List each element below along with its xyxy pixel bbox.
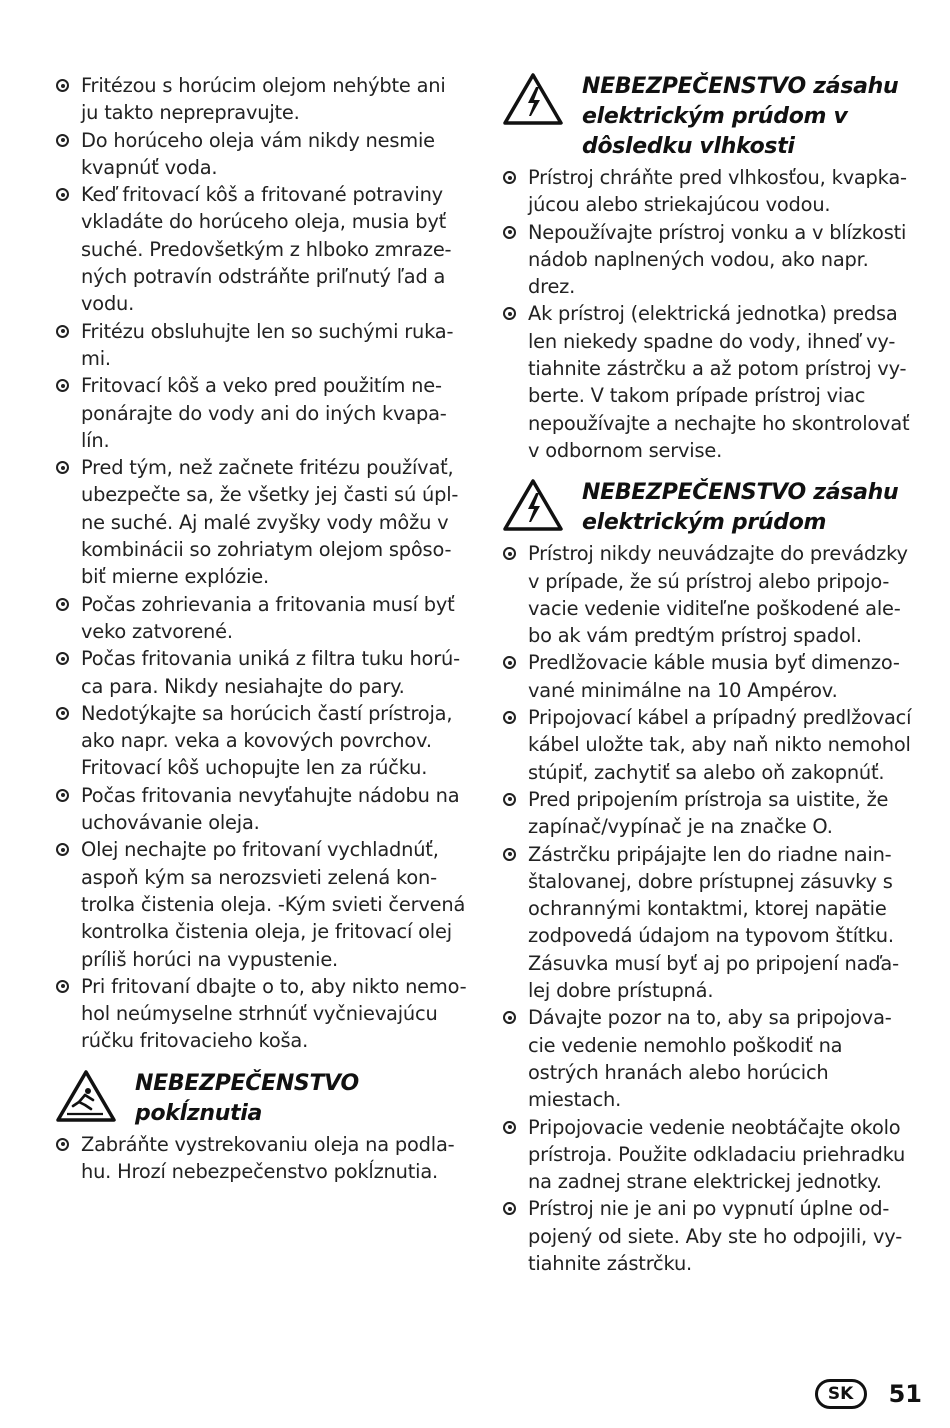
warning-slip-title: NEBEZPEČENSTVO pokĺznutia: [135, 1070, 359, 1126]
bullet-icon: [55, 645, 81, 672]
list-item-text: Zabráňte vystrekovaniu oleja na podla- hu. Hrozí nebezpečenstvo pokĺznutia.: [81, 1132, 455, 1183]
electric-hazard-icon: [502, 72, 582, 130]
bullet-icon: [55, 127, 81, 154]
list-item-text: Pred tým, než začnete fritézu používať, ubezpečte sa, že všetky jej časti sú úpl- ne suché. Aj malé zvyšky vody môžu v kombinácii so zohriatym olejom spôso- biť mierne explózie.: [81, 456, 459, 589]
list-item: [502, 540, 922, 649]
left-column: [55, 72, 480, 1185]
electric-hazard-icon: [502, 478, 582, 536]
bullet-icon: [55, 973, 81, 1000]
list-item-text: Pripojovací kábel a prípadný predlžovací kábel uložte tak, aby naň nikto nemohol stúpiť, zachytiť sa alebo oň zakopnúť.: [528, 706, 912, 784]
list-item: [55, 836, 480, 972]
bullet-icon: [502, 1114, 528, 1141]
list-item-text: Prístroj chráňte pred vlhkosťou, kvapka- júcou alebo striekajúcou vodou.: [528, 166, 907, 217]
list-item: [55, 1131, 480, 1186]
list-item-text: Prístroj nikdy neuvádzajte do prevádzky v prípade, že sú prístroj alebo pripojo- vacie vedenie viditeľne poškodené ale- bo ak vám predtým prístroj spadol.: [528, 542, 908, 648]
warning-electric-title: NEBEZPEČENSTVO zásahu elektrickým prúdom: [582, 480, 899, 536]
list-item: [55, 782, 480, 837]
list-item-text: Fritézu obsluhujte len so suchými ruka- mi.: [81, 319, 454, 370]
list-item-text: Počas fritovania uniká z filtra tuku horú- ca para. Nikdy nesiahajte do pary.: [81, 647, 460, 698]
list-item-text: Nedotýkajte sa horúcich častí prístroja, ako napr. veka a kovových povrchov. Fritovací kôš uchopujte len za rúčku.: [81, 701, 453, 780]
list-item: [55, 645, 480, 700]
list-item: [55, 700, 480, 782]
bullet-icon: [502, 649, 528, 676]
warning-moisture-title: NEBEZPEČENSTVO zásahu elektrickým prúdom v dôsledku vlhkosti: [582, 74, 899, 159]
list-item-text: Počas zohrievania a fritovania musí byť veko zatvorené.: [81, 592, 455, 643]
slip-hazard-icon: [55, 1069, 135, 1127]
warning-slip-heading: [55, 1069, 480, 1129]
bullet-icon: [55, 782, 81, 809]
list-item: [55, 181, 480, 317]
list-item: [502, 1114, 922, 1196]
list-item-text: Do horúceho oleja vám nikdy nesmie kvapnúť voda.: [81, 128, 435, 179]
list-item: [502, 164, 922, 219]
bullet-icon: [55, 454, 81, 481]
bullet-icon: [502, 786, 528, 813]
list-item: [55, 318, 480, 373]
list-item: [502, 1004, 922, 1113]
list-item: [55, 72, 480, 127]
slip-item-list: [55, 1131, 480, 1186]
bullet-icon: [55, 181, 81, 208]
list-item: [502, 704, 922, 786]
page-footer: [815, 1379, 922, 1409]
bullet-icon: [502, 1195, 528, 1222]
warning-electric-heading: [502, 478, 922, 538]
list-item-text: Pri fritovaní dbajte o to, aby nikto nemo- hol neúmyselne strhnúť vyčnievajúcu rúčku fritovacieho koša.: [81, 974, 467, 1053]
list-item: [502, 841, 922, 1005]
bullet-icon: [502, 300, 528, 327]
list-item: [55, 591, 480, 646]
list-item-text: Pripojovacie vedenie neobtáčajte okolo prístroja. Použite odkladaciu priehradku na zadnej strane elektrickej jednotky.: [528, 1115, 906, 1194]
list-item-text: Fritovací kôš a veko pred použitím ne- ponárajte do vody ani do iných kvapa- lín.: [81, 374, 447, 452]
list-item: [55, 973, 480, 1055]
list-item-text: Prístroj nie je ani po vypnutí úplne od- pojený od siete. Aby ste ho odpojili, vy- tiahnite zástrčku.: [528, 1197, 902, 1275]
bullet-icon: [55, 591, 81, 618]
bullet-icon: [502, 540, 528, 567]
list-item-text: Pred pripojením prístroja sa uistite, že zapínač/vypínač je na značke O.: [528, 787, 889, 839]
bullet-icon: [55, 318, 81, 345]
list-item-text: Olej nechajte po fritovaní vychladnúť, aspoň kým sa nerozsvieti zelená kon- trolka čistenia oleja. -Kým svieti červená kontrolka čistenia oleja, je fritovací olej príliš horúci na vypustenie.: [81, 838, 466, 971]
page-number: 51: [888, 1380, 922, 1408]
warning-moisture-heading: [502, 72, 922, 162]
moisture-item-list: [502, 164, 922, 464]
list-item: [502, 649, 922, 704]
list-item-text: Zástrčku pripájajte len do riadne nain- štalovanej, dobre prístupnej zásuvky s ochrannými kontaktmi, ktorej napätie zodpovedá údajom na typovom štítku. Zásuvka musí byť aj po pripojení naďa- lej dobre prístupná.: [528, 842, 899, 1003]
left-item-list: [55, 72, 480, 1055]
language-badge: SK: [815, 1379, 867, 1409]
list-item: [55, 127, 480, 182]
bullet-icon: [502, 164, 528, 191]
list-item-text: Predlžovacie káble musia byť dimenzo- vané minimálne na 10 Ampérov.: [528, 651, 900, 702]
list-item: [502, 786, 922, 841]
list-item-text: Počas fritovania nevyťahujte nádobu na uchovávanie oleja.: [81, 783, 460, 835]
list-item: [55, 372, 480, 454]
bullet-icon: [55, 700, 81, 727]
bullet-icon: [502, 219, 528, 246]
list-item-text: Keď fritovací kôš a fritované potraviny vkladáte do horúceho oleja, musia byť suché. Predovšetkým z hlboko zmraze- ných potravín odstráňte priľnutý ľad a vodu.: [81, 183, 452, 316]
list-item: [502, 300, 922, 464]
bullet-icon: [55, 372, 81, 399]
bullet-icon: [55, 1131, 81, 1158]
electric-item-list: [502, 540, 922, 1277]
bullet-icon: [55, 836, 81, 863]
bullet-icon: [502, 1004, 528, 1031]
bullet-icon: [502, 841, 528, 868]
list-item-text: Dávajte pozor na to, aby sa pripojova- cie vedenie nemohlo poškodiť na ostrých hranách alebo horúcich miestach.: [528, 1006, 892, 1112]
right-column: [502, 72, 922, 1277]
list-item-text: Fritézou s horúcim olejom nehýbte ani ju takto neprepravujte.: [81, 74, 446, 125]
bullet-icon: [55, 72, 81, 99]
list-item: [502, 1195, 922, 1277]
bullet-icon: [502, 704, 528, 731]
list-item-text: Ak prístroj (elektrická jednotka) predsa len niekedy spadne do vody, ihneď vy- tiahnite zástrčku a až potom prístroj vy- berte. V takom prípade prístroj viac nepoužívajte a nechajte ho skontrolovať v odbornom servise.: [528, 302, 910, 462]
list-item: [55, 454, 480, 590]
list-item-text: Nepoužívajte prístroj vonku a v blízkosti nádob naplnených vodou, ako napr. drez.: [528, 220, 907, 299]
list-item: [502, 219, 922, 301]
